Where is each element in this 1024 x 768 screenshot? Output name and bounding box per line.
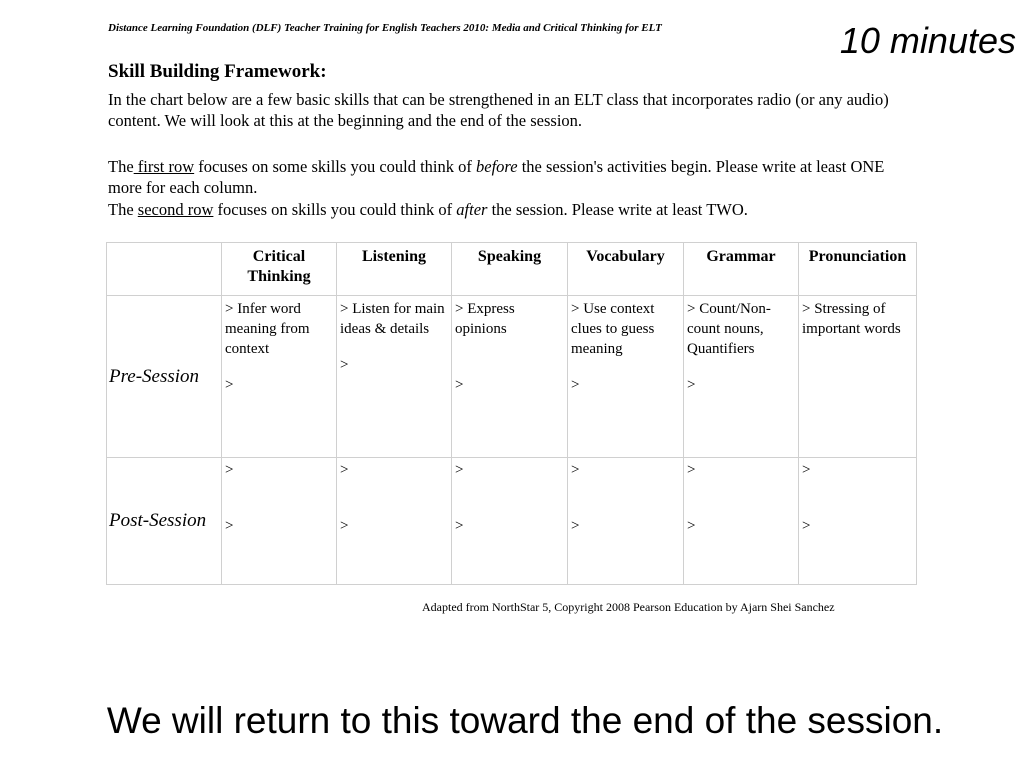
blank-prompt: > bbox=[340, 357, 349, 373]
second-row-prefix: The bbox=[108, 200, 134, 219]
blank-prompt: > bbox=[225, 377, 234, 393]
skill-example: > Use context clues to guess meaning bbox=[571, 301, 655, 357]
column-header: Critical Thinking bbox=[222, 243, 337, 296]
table-cell bbox=[452, 296, 568, 458]
blank-prompt: > bbox=[802, 518, 811, 534]
blank-prompt: > bbox=[571, 462, 580, 478]
first-row-underlined: first row bbox=[133, 157, 195, 176]
second-row-suffix: the session. Please write at least TWO. bbox=[491, 200, 748, 219]
blank-prompt: > bbox=[455, 377, 464, 393]
table-row-pre-session bbox=[107, 296, 917, 458]
table-cell bbox=[337, 458, 452, 585]
blank-prompt: > bbox=[687, 462, 696, 478]
first-row-suffix: the session's activities begin. Please write at least ONE more for each column. bbox=[108, 157, 885, 197]
blank-prompt: > bbox=[225, 518, 234, 534]
table-cell bbox=[452, 458, 568, 585]
blank-prompt: > bbox=[802, 462, 811, 478]
column-header: Grammar bbox=[684, 243, 799, 296]
blank-prompt: > bbox=[455, 518, 464, 534]
skill-example: > Infer word meaning from context bbox=[225, 301, 310, 357]
skill-example: > Express opinions bbox=[455, 301, 515, 337]
column-header: Listening bbox=[337, 243, 452, 296]
table-header-row bbox=[107, 243, 917, 296]
first-row-mid: focuses on some skills you could think of bbox=[194, 157, 472, 176]
row-label-post-session: Post-Session bbox=[107, 458, 222, 585]
skill-example: > Count/Non-count nouns, Quantifiers bbox=[687, 301, 771, 357]
column-header: Vocabulary bbox=[568, 243, 684, 296]
blank-prompt: > bbox=[340, 518, 349, 534]
table-cell bbox=[684, 296, 799, 458]
table-cell bbox=[799, 458, 917, 585]
source-credit: Adapted from NorthStar 5, Copyright 2008 Pearson Education by Ajarn Shei Sanchez bbox=[422, 600, 835, 614]
table-cell bbox=[568, 458, 684, 585]
skill-framework-table bbox=[106, 242, 917, 585]
first-row-prefix: The bbox=[108, 157, 134, 176]
blank-prompt: > bbox=[225, 462, 234, 478]
blank-prompt: > bbox=[340, 462, 349, 478]
second-row-emphasis: after bbox=[456, 200, 488, 219]
table-cell bbox=[337, 296, 452, 458]
second-row-mid: focuses on skills you could think of bbox=[213, 200, 453, 219]
blank-prompt: > bbox=[687, 518, 696, 534]
intro-paragraph: In the chart below are a few basic skills that can be strengthened in an ELT class that incorporates radio (or any audio) content. We will look at this at the beginning and the end of the session. bbox=[108, 90, 889, 130]
empty-corner-cell bbox=[107, 243, 222, 296]
table-cell bbox=[222, 296, 337, 458]
skill-example: > Stressing of important words bbox=[802, 301, 901, 337]
second-row-instruction bbox=[108, 199, 908, 220]
column-header: Speaking bbox=[452, 243, 568, 296]
table-cell bbox=[799, 296, 917, 458]
document-header: Distance Learning Foundation (DLF) Teacher Training for English Teachers 2010: Media and Critical Thinking for ELT bbox=[108, 22, 662, 34]
blank-prompt: > bbox=[455, 462, 464, 478]
table-cell bbox=[684, 458, 799, 585]
skill-example: > Listen for main ideas & details bbox=[340, 301, 445, 337]
first-row-instruction bbox=[108, 156, 908, 198]
table-cell bbox=[222, 458, 337, 585]
section-title: Skill Building Framework: bbox=[108, 61, 327, 82]
blank-prompt: > bbox=[571, 377, 580, 393]
blank-prompt: > bbox=[687, 377, 696, 393]
table-cell bbox=[568, 296, 684, 458]
second-row-underlined: second row bbox=[137, 200, 214, 219]
blank-prompt: > bbox=[571, 518, 580, 534]
column-header: Pronunciation bbox=[799, 243, 917, 296]
table-row-post-session bbox=[107, 458, 917, 585]
footer-message: We will return to this toward the end of the session. bbox=[106, 700, 944, 741]
timer-label: 10 minutes bbox=[839, 20, 1016, 61]
row-label-pre-session: Pre-Session bbox=[107, 296, 222, 458]
first-row-emphasis: before bbox=[476, 157, 518, 176]
